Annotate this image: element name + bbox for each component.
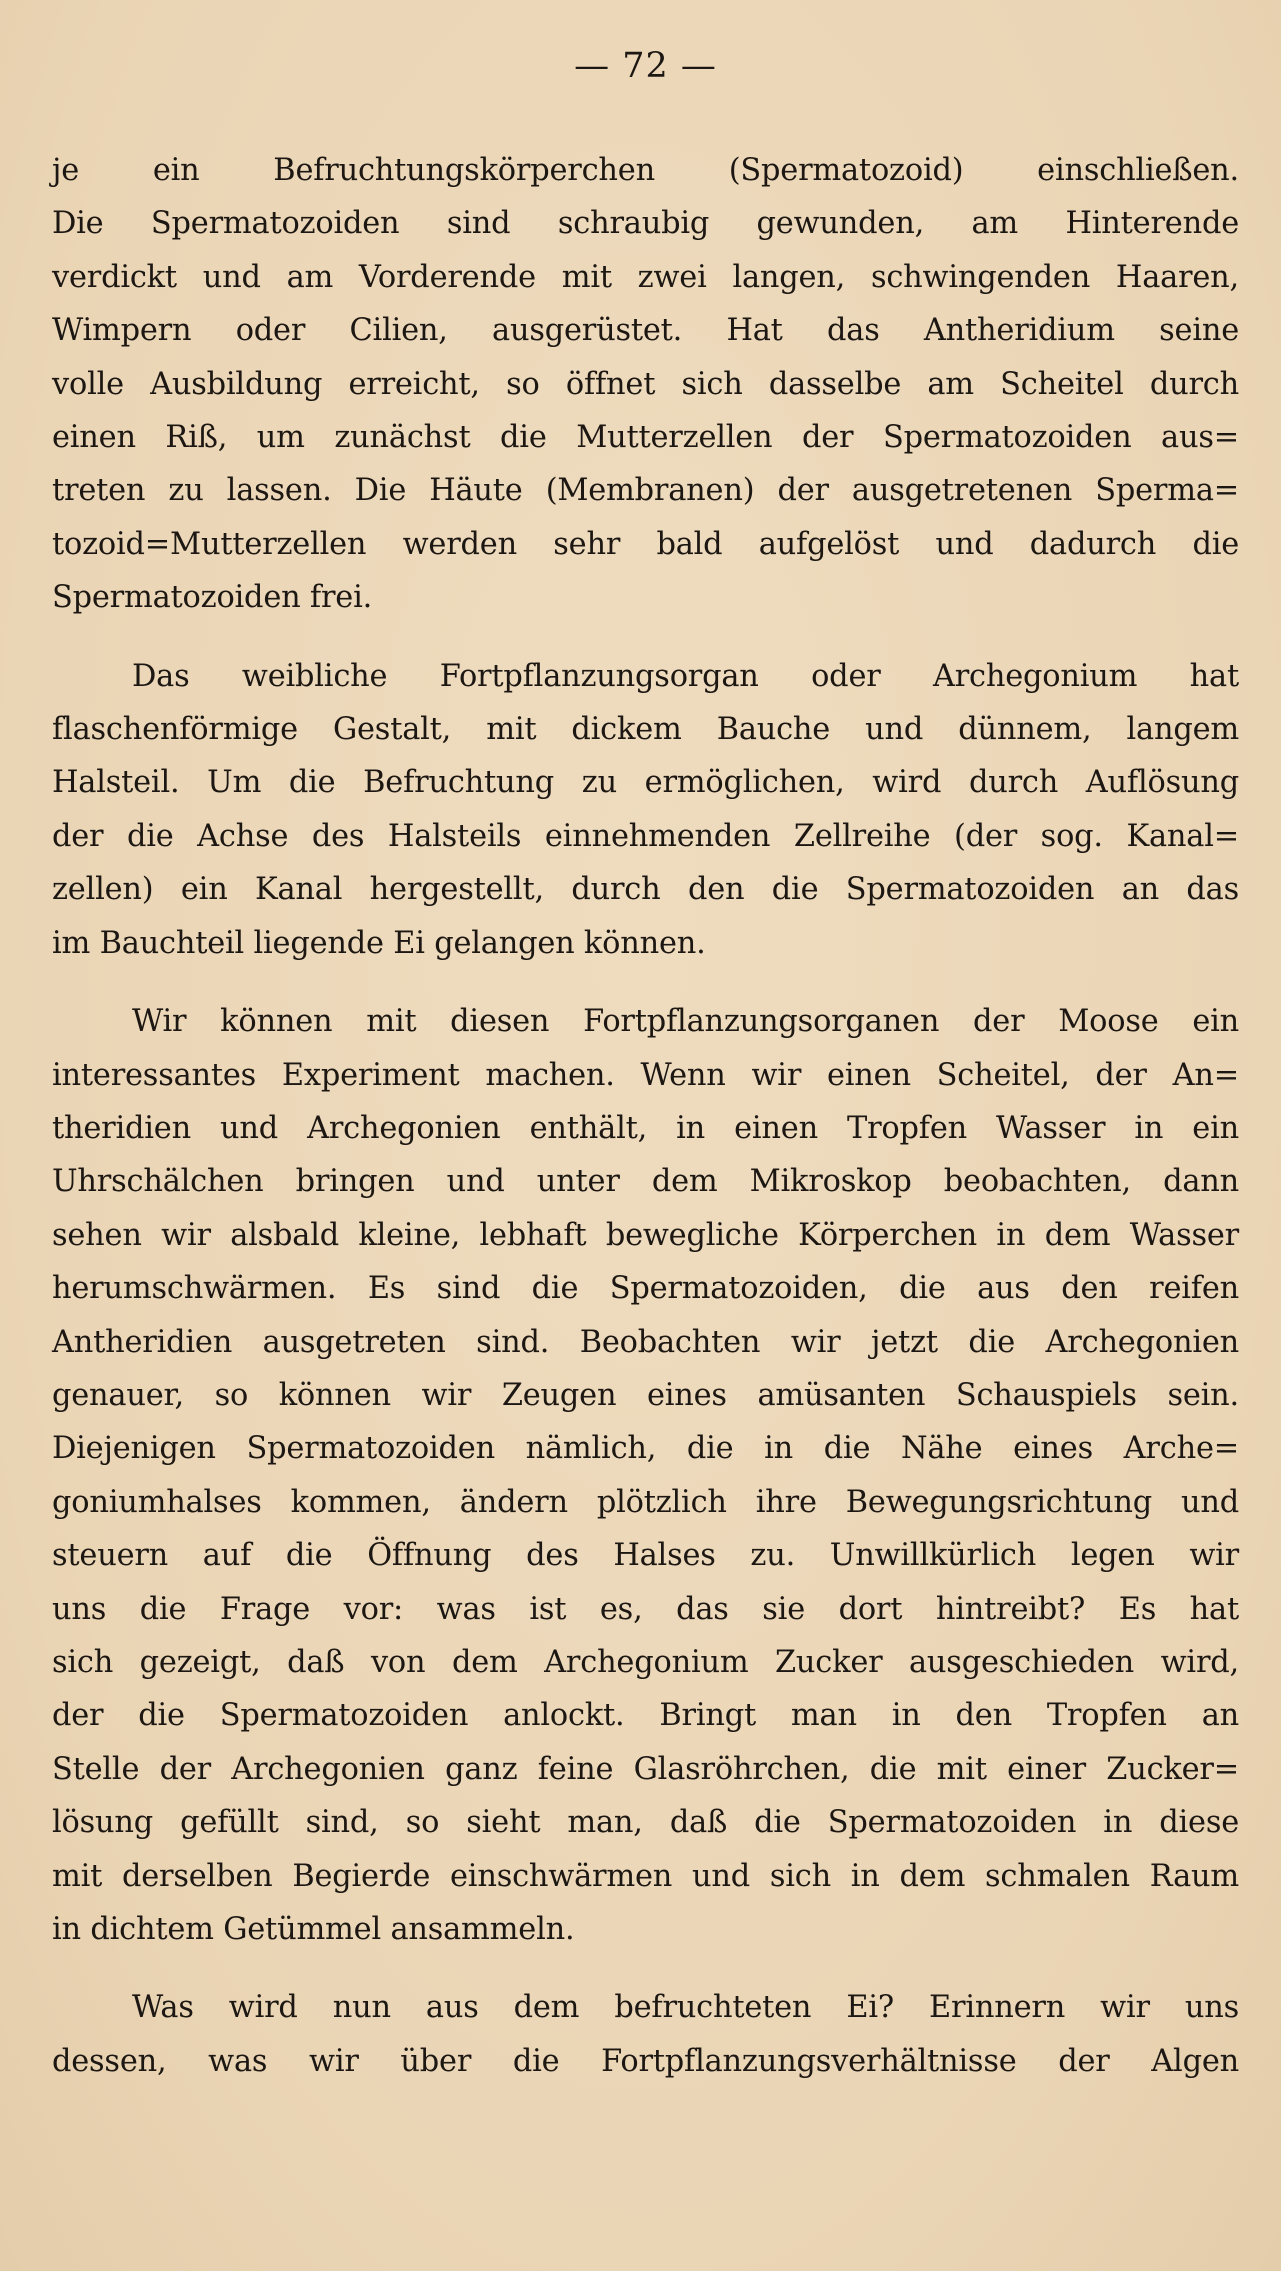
text-line: der die Achse des Halsteils einnehmenden Zellreihe (der sog. Kanal= (52, 818, 1239, 854)
text-line: tozoid=Mutterzellen werden sehr bald aufgelöst und dadurch die (52, 526, 1239, 562)
text-line: verdickt und am Vorderende mit zwei langen, schwingenden Haaren, (52, 259, 1239, 295)
paragraph (52, 1981, 1239, 2088)
text-line: Diejenigen Spermatozoiden nämlich, die in die Nähe eines Arche= (52, 1431, 1239, 1467)
text-line: einen Riß, um zunächst die Mutterzellen der Spermatozoiden aus= (52, 420, 1239, 456)
text-line: dessen, was wir über die Fortpflanzungsverhältnisse der Algen (52, 2043, 1239, 2079)
text-line: volle Ausbildung erreicht, so öffnet sich dasselbe am Scheitel durch (52, 366, 1239, 402)
page-number: — 72 — (574, 46, 717, 86)
text-line: goniumhalses kommen, ändern plötzlich ihre Bewegungsrichtung und (52, 1484, 1239, 1520)
text-line: treten zu lassen. Die Häute (Membranen) der ausgetretenen Sperma= (52, 473, 1239, 509)
text-line: sehen wir alsbald kleine, lebhaft bewegliche Körperchen in dem Wasser (52, 1217, 1239, 1253)
text-line: Wir können mit diesen Fortpflanzungsorganen der Moose ein (132, 1004, 1239, 1040)
text-line: theridien und Archegonien enthält, in einen Tropfen Wasser in ein (52, 1110, 1239, 1146)
text-line: lösung gefüllt sind, so sieht man, daß die Spermatozoiden in diese (52, 1805, 1239, 1841)
text-line: der die Spermatozoiden anlockt. Bringt man in den Tropfen an (52, 1698, 1239, 1734)
text-line: flaschenförmige Gestalt, mit dickem Bauche und dünnem, langem (52, 712, 1239, 748)
text-line: im Bauchteil liegende Ei gelangen können. (52, 925, 706, 961)
text-line: Halsteil. Um die Befruchtung zu ermöglichen, wird durch Auflösung (52, 765, 1239, 801)
text-line: Stelle der Archegonien ganz feine Glasröhrchen, die mit einer Zucker= (52, 1751, 1239, 1787)
text-line: sich gezeigt, daß von dem Archegonium Zucker ausgeschieden wird, (52, 1644, 1239, 1680)
text-line: Wimpern oder Cilien, ausgerüstet. Hat das Antheridium seine (52, 313, 1239, 349)
text-line: Spermatozoiden frei. (52, 580, 373, 616)
paragraph (52, 650, 1239, 970)
text-line: interessantes Experiment machen. Wenn wir einen Scheitel, der An= (52, 1057, 1239, 1093)
text-line: Antheridien ausgetreten sind. Beobachten wir jetzt die Archegonien (52, 1324, 1239, 1360)
text-line: uns die Frage vor: was ist es, das sie dort hintreibt? Es hat (52, 1591, 1239, 1627)
paragraph (52, 995, 1239, 1956)
text-line: in dichtem Getümmel ansammeln. (52, 1912, 575, 1947)
text-line: Was wird nun aus dem befruchteten Ei? Erinnern wir uns (132, 1990, 1239, 2026)
text-line: zellen) ein Kanal hergestellt, durch den die Spermatozoiden an das (52, 872, 1239, 908)
text-line: Uhrschälchen bringen und unter dem Mikroskop beobachten, dann (52, 1164, 1239, 1200)
text-line: genauer, so können wir Zeugen eines amüsanten Schauspiels sein. (52, 1377, 1239, 1413)
text-line: je ein Befruchtungskörperchen (Spermatozoid) einschließen. (52, 153, 1239, 188)
text-line: Das weibliche Fortpflanzungsorgan oder Archegonium hat (132, 658, 1239, 694)
body-text (52, 144, 1239, 2088)
text-line: mit derselben Begierde einschwärmen und sich in dem schmalen Raum (52, 1858, 1239, 1894)
text-line: Die Spermatozoiden sind schraubig gewunden, am Hinterende (52, 206, 1239, 242)
paragraph (52, 144, 1239, 625)
text-line: herumschwärmen. Es sind die Spermatozoiden, die aus den reifen (52, 1271, 1239, 1307)
text-line: steuern auf die Öffnung des Halses zu. Unwillkürlich legen wir (52, 1538, 1239, 1574)
